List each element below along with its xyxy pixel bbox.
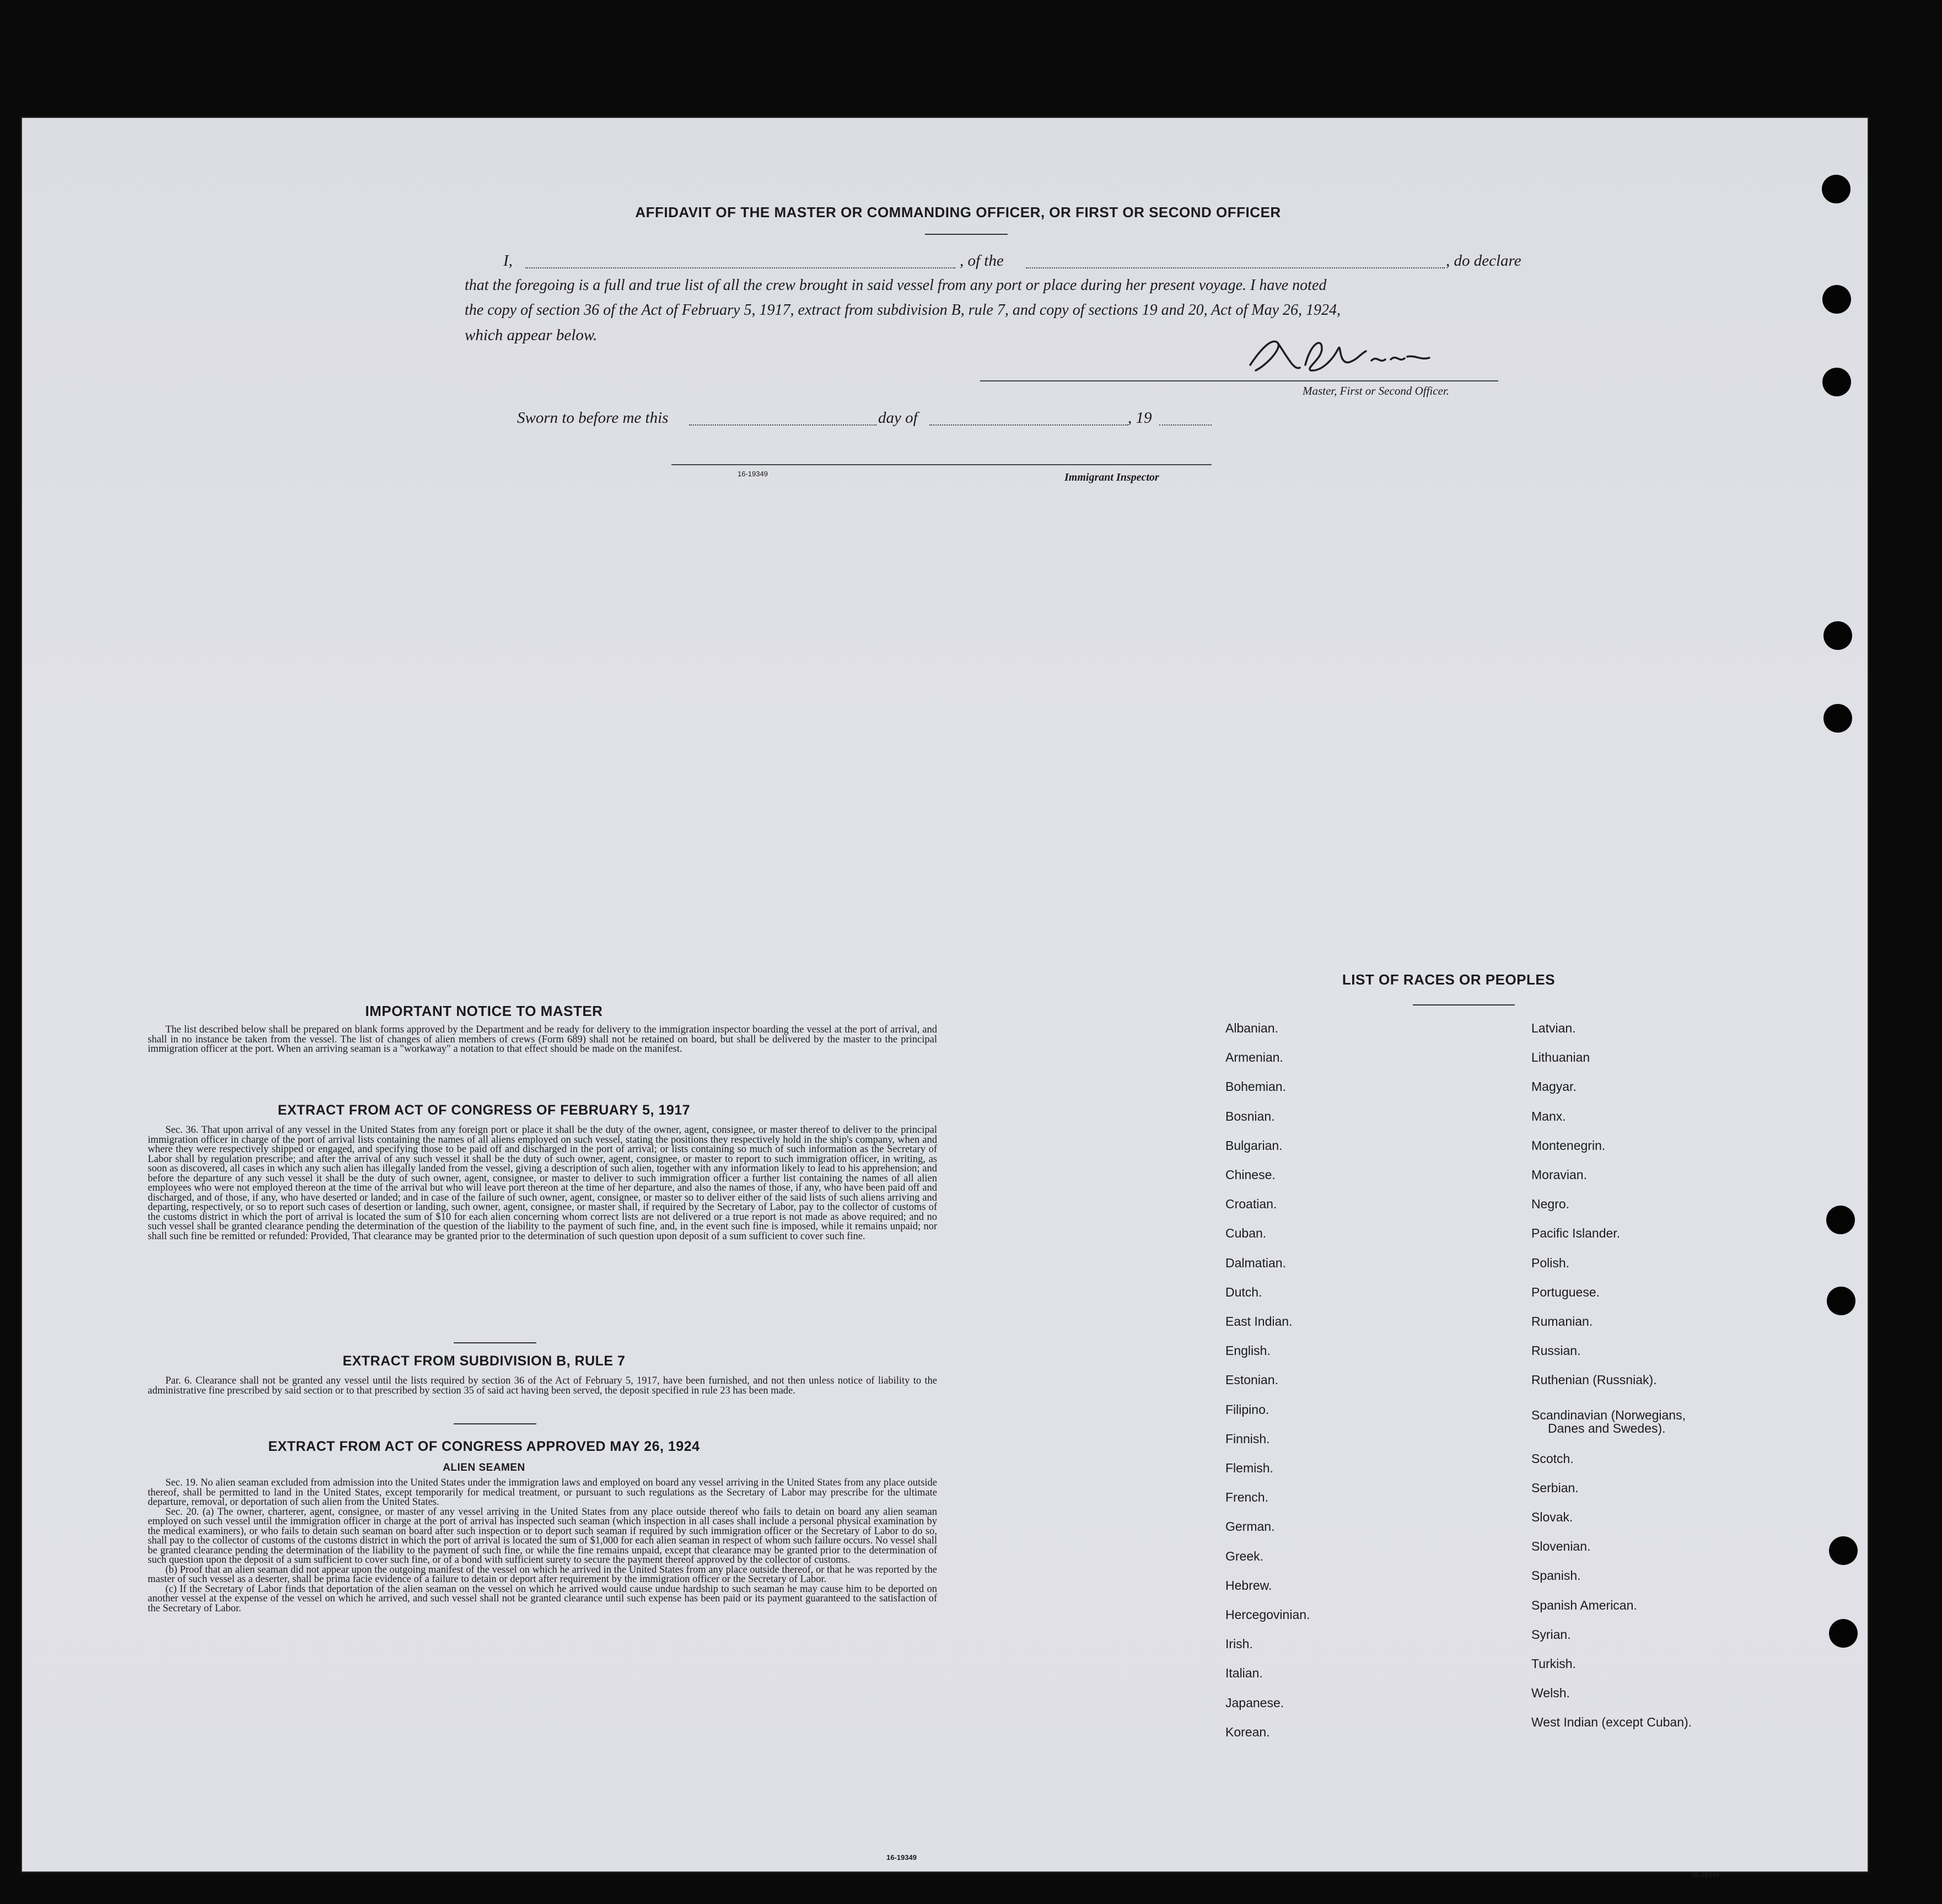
race-item: Korean. (1225, 1724, 1270, 1739)
binder-hole (1822, 175, 1850, 203)
race-item: Magyar. (1531, 1079, 1577, 1094)
binder-hole (1827, 1287, 1855, 1315)
races-form-number: 16-19349 (1691, 1871, 1719, 1879)
race-item: Latvian. (1531, 1021, 1576, 1035)
race-item: Manx. (1531, 1109, 1566, 1123)
binder-hole (1822, 285, 1851, 314)
notice-title: IMPORTANT NOTICE TO MASTER (365, 1003, 603, 1019)
inspector-signature-line (671, 464, 1212, 465)
race-item: French. (1225, 1490, 1268, 1505)
race-item: Italian. (1225, 1666, 1263, 1681)
sworn-day-blank (689, 424, 876, 426)
race-item: Japanese. (1225, 1695, 1284, 1710)
race-item: Scotch. (1531, 1451, 1574, 1466)
affidavit-line-2: that the foregoing is a full and true list of all the crew brought in said vessel from any port or place during her present voyage. I have noted (465, 277, 1327, 294)
race-item: Slovak. (1531, 1510, 1573, 1524)
race-item: Serbian. (1531, 1480, 1579, 1495)
race-item: Turkish. (1531, 1656, 1576, 1671)
affidavit-line-3: the copy of section 36 of the Act of February 5, 1917, extract from subdivision B, rule 7, and copy of sections 19 and 20, Act of May 26, 1924, (465, 302, 1341, 319)
race-item: Portuguese. (1531, 1284, 1600, 1299)
race-item: Dutch. (1225, 1284, 1262, 1299)
document-page (21, 117, 1869, 1879)
declarant-name-blank (525, 267, 955, 268)
sworn-month-blank (929, 424, 1128, 426)
race-item: Spanish American. (1531, 1598, 1637, 1612)
race-item: Pacific Islander. (1531, 1226, 1621, 1241)
race-item: Irish. (1225, 1637, 1253, 1652)
divider (454, 1423, 536, 1424)
officer-signature (1239, 326, 1449, 387)
inspector-label: Immigrant Inspector (1064, 471, 1159, 483)
race-item: Slovenian. (1531, 1539, 1591, 1554)
extract-1924-text (148, 1478, 937, 1613)
affidavit-line-4: which appear below. (465, 326, 598, 344)
sworn-year-label: , 19 (1128, 409, 1152, 427)
race-item: Syrian. (1531, 1627, 1571, 1642)
declare-suffix: , do declare (1446, 252, 1521, 270)
race-item: Armenian. (1225, 1050, 1283, 1065)
race-item: Scandinavian (Norwegians, (1531, 1407, 1686, 1422)
race-item: Flemish. (1225, 1461, 1273, 1475)
race-item: Filipino. (1225, 1402, 1269, 1417)
sworn-line (517, 409, 1234, 427)
race-item: Estonian. (1225, 1373, 1278, 1387)
race-item: German. (1225, 1519, 1275, 1534)
sec20a-paragraph: Sec. 20. (a) The owner, charterer, agent, consignee, or master of any vessel arriving in the United States from any place outside thereof who fails to detain on board any alien seaman employed on such vessel until the immigration officer in charge at the port of arrival has inspected such seaman (which inspection in all cases shall include a personal physical examination by the medical examiners), or who fails to detain such seaman on board after such inspection or to deport such seaman if required by such immigration officer or the Secretary of Labor to do so, shall pay to the collector of customs of the customs district in which the port of arrival is located the sum of $1,000 for each alien seaman in respect of whom such failure occurs. No vessel shall be granted clearance pending the determination of the liability to the payment of such fine, or while the fine remains unpaid, except that clearance may be granted prior to the determination of such question upon the deposit of a sum sufficient to cover such fine, or of a bond with sufficient surety to secure the payment thereof approved by the collector of customs. (148, 1506, 937, 1566)
extract-rule7-title: EXTRACT FROM SUBDIVISION B, RULE 7 (342, 1353, 626, 1369)
vessel-name-blank (1026, 267, 1445, 268)
race-item: Cuban. (1225, 1226, 1267, 1241)
affidavit-form-number: 16-19349 (738, 470, 768, 478)
races-title: LIST OF RACES OR PEOPLES (1342, 971, 1556, 988)
signature-line (980, 380, 1498, 381)
extract-1917-title: EXTRACT FROM ACT OF CONGRESS OF FEBRUARY 5, 1917 (277, 1102, 691, 1118)
race-item: Montenegrin. (1531, 1138, 1606, 1153)
race-item: Welsh. (1531, 1686, 1570, 1701)
vessel-prefix: , of the (960, 252, 1004, 270)
races-divider (1413, 1004, 1515, 1005)
declarant-prefix: I, (503, 252, 513, 270)
affidavit-line-1 (503, 252, 1521, 270)
notice-text (148, 1025, 937, 1055)
sworn-prefix: Sworn to before me this (517, 409, 669, 427)
race-item: Hercegovinian. (1225, 1607, 1310, 1622)
race-item: Croatian. (1225, 1197, 1277, 1212)
race-item: Bosnian. (1225, 1109, 1275, 1123)
binder-hole (1829, 1536, 1858, 1565)
race-item: Bohemian. (1225, 1079, 1286, 1094)
sworn-day-label: day of (878, 409, 918, 427)
race-item: Rumanian. (1531, 1314, 1593, 1329)
sec20c-paragraph: (c) If the Secretary of Labor finds that deportation of the alien seaman on the vessel on which he arrived would cause undue hardship to such seaman he may cause him to be deported on another vessel at the expense of the vessel on which he arrived, and such vessel shall not be granted clearance until such expense has been paid or its payment guaranteed to the satisfaction of the Secretary of Labor. (148, 1583, 937, 1614)
binder-hole (1823, 621, 1852, 650)
race-item: Lithuanian (1531, 1050, 1590, 1065)
binder-hole (1829, 1619, 1858, 1648)
affidavit-title: AFFIDAVIT OF THE MASTER OR COMMANDING OFFICER, OR FIRST OR SECOND OFFICER (635, 204, 1281, 220)
race-item: Polish. (1531, 1255, 1570, 1270)
extract-1917-text (148, 1126, 937, 1241)
sec19-paragraph: Sec. 19. No alien seaman excluded from admission into the United States under the immigration laws and employed on board any vessel arriving in the United States from any place outside thereof, shall be permitted to land in the United States, except temporarily for medical treatment, or pursuant to such regulations as the Secretary of Labor may prescribe for the ultimate departure, removal, or deportation of such alien from the United States. (148, 1477, 937, 1508)
rule7-paragraph: Par. 6. Clearance shall not be granted any vessel until the lists required by section 36 of the Act of February 5, 1917, have been furnished, and not then unless notice of liability to the administrative fine prescribed by said section or to that prescribed by section 35 of said act having been served, the deposit specified in rule 23 has been made. (148, 1375, 937, 1396)
race-item: Negro. (1531, 1197, 1570, 1212)
extract-1924-title: EXTRACT FROM ACT OF CONGRESS APPROVED MAY 26, 1924 (268, 1439, 700, 1454)
race-item: Dalmatian. (1225, 1255, 1286, 1270)
sec20b-paragraph: (b) Proof that an alien seaman did not appear upon the outgoing manifest of the vessel on which he arrived in the United States from any place outside thereof, or that he was reported by the master of such vessel as a deserter, shall be prima facie evidence of a failure to detain or deport after requirement by the immigration officer or the Secretary of Labor. (148, 1564, 937, 1585)
sec36-paragraph: Sec. 36. That upon arrival of any vessel in the United States from any foreign port or place it shall be the duty of the owner, agent, consignee, or master thereof to deliver to the principal immigration officer in charge of the port of arrival lists containing the names of all aliens employed on such vessel, stating the positions they respectively hold in the ship's company, when and where they were respectively shipped or engaged, and specifying those to be paid off and discharged in the port of arrival; or lists containing so much of such information as the Secretary of Labor shall by regulation prescribe; and after the arrival of any such vessel it shall be the duty of such owner, agent, consignee, or master to report to such immigration officer, in writing, as soon as discovered, all cases in which any such alien has illegally landed from the vessel, giving a description of such alien, together with any information likely to lead to his apprehension; and before the departure of any such vessel it shall be the duty of such owner, agent, consignee, or master to deliver to such immigration officer a further list containing the names of all alien employees who were not employed thereon at the time of the arrival but who will leave port thereon at the time of her departure, and also the names of those, if any, who have been paid off and discharged, and of those, if any, who have deserted or landed; and in case of the failure of such owner, agent, consignee, or master so to deliver either of the said lists of such aliens arriving and departing, respectively, or so to report such cases of desertion or landing, such owner, agent, consignee, or master shall, if required by the Secretary of Labor, pay to the collector of customs of the customs district in which the port of arrival is located the sum of $10 for each alien concerning whom correct lists are not delivered or a true report is not made as above required; and no such vessel shall be granted clearance pending the determination of the question of the liability to the payment of such fine, and, in the event such fine is imposed, while it remains unpaid; nor shall such fine be remitted or refunded: Provided, That clearance may be granted prior to the determination of such question upon deposit of a sum sufficient to cover such fine. (148, 1125, 937, 1242)
race-item: Greek. (1225, 1548, 1264, 1563)
binder-hole (1823, 704, 1852, 733)
race-item: Albanian. (1225, 1021, 1278, 1035)
extract-rule7-text (148, 1376, 937, 1396)
sworn-year-blank (1159, 424, 1212, 426)
race-item: East Indian. (1225, 1314, 1293, 1329)
race-item: Russian. (1531, 1343, 1581, 1358)
race-item: Finnish. (1225, 1431, 1270, 1446)
notice-paragraph: The list described below shall be prepared on blank forms approved by the Department and be ready for delivery to the immigration inspector boarding the vessel at the port of arrival, and shall in no instance be taken from the vessel. The list of changes of alien members of crews (Form 689) shall not be retained on board, but shall be delivered by the master to the principal immigration officer at the port. When an arriving seaman is a "workaway" a notation to that effect should be made on the manifest. (148, 1024, 937, 1055)
alien-seamen-subtitle: ALIEN SEAMEN (443, 1462, 525, 1473)
race-item: Ruthenian (Russniak). (1531, 1373, 1657, 1387)
signature-label: Master, First or Second Officer. (1303, 384, 1449, 397)
extract-form-number: 16-19349 (886, 1853, 917, 1862)
binder-hole (1826, 1206, 1855, 1234)
race-item: West Indian (except Cuban). (1531, 1715, 1692, 1730)
race-item-continuation: Danes and Swedes). (1548, 1421, 1666, 1435)
race-item: Chinese. (1225, 1168, 1276, 1182)
race-item: English. (1225, 1343, 1271, 1358)
divider (454, 1342, 536, 1343)
title-divider (925, 234, 1008, 235)
race-item: Bulgarian. (1225, 1138, 1283, 1153)
race-item: Moravian. (1531, 1168, 1587, 1182)
race-item: Spanish. (1531, 1568, 1581, 1583)
binder-hole (1822, 368, 1851, 396)
race-item: Hebrew. (1225, 1578, 1272, 1593)
